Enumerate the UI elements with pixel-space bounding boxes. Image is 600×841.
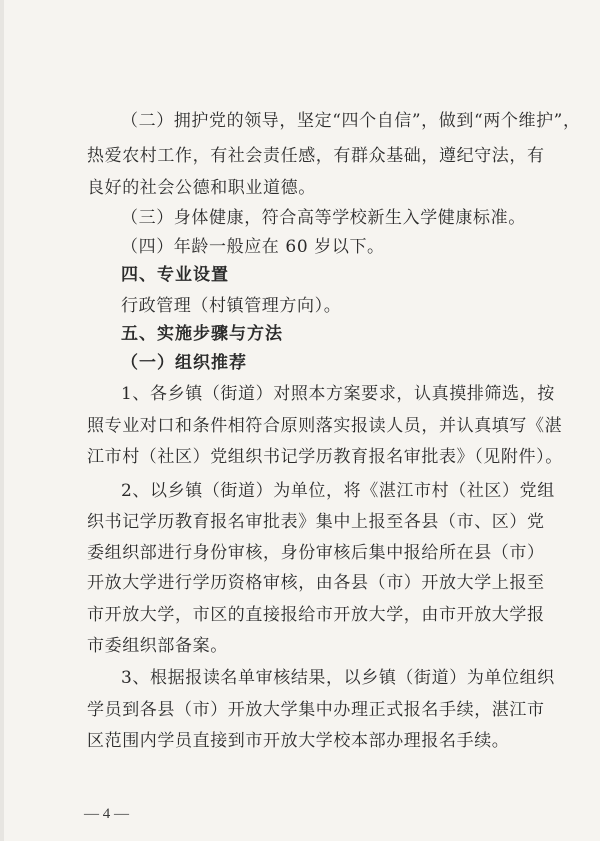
paragraph-line-15: 市委组织部备案。 [87,636,228,656]
subsection-heading: （一）组织推荐 [121,353,247,373]
section-heading-4: 四、专业设置 [121,265,229,285]
paragraph-line-3: 良好的社会公德和职业道德。 [87,178,316,198]
paragraph-line-11: 织书记学历教育报名审批表》集中上报至各县（市、区）党 [87,512,545,532]
paragraph-line-8: 照专业对口和条件相符合原则落实报读人员，并认真填写《湛 [87,416,563,436]
paragraph-line-2: 热爱农村工作，有社会责任感，有群众基础，遵纪守法，有 [87,146,545,166]
paragraph-line-1: （二）拥护党的领导，坚定“四个自信”，做到“两个维护”， [121,111,581,131]
paragraph-line-9: 江市村（社区）党组织书记学历教育报名审批表》（见附件）。 [87,447,563,467]
paragraph-line-10: 2、以乡镇（街道）为单位，将《湛江市村（社区）党组 [121,481,555,501]
paragraph-line-5: （四）年龄一般应在 60 岁以下。 [121,237,385,257]
page-number: — 4 — [84,806,129,822]
paragraph-line-4: （三）身体健康，符合高等学校新生入学健康标准。 [121,208,526,228]
paragraph-line-7: 1、各乡镇（街道）对照本方案要求，认真摸排筛选，按 [121,384,555,404]
paragraph-line-6: 行政管理（村镇管理方向）。 [121,296,342,316]
scan-shadow [0,0,4,841]
paragraph-line-18: 区范围内学员直接到市开放大学校本部办理报名手续。 [87,731,510,751]
paragraph-line-13: 开放大学进行学历资格审核，由各县（市）开放大学上报至 [87,573,545,593]
paragraph-line-12: 委组织部进行身份审核，身份审核后集中报给所在县（市） [87,543,545,563]
paragraph-line-16: 3、根据报读名单审核结果，以乡镇（街道）为单位组织 [121,668,555,688]
section-heading-5: 五、实施步骤与方法 [121,324,283,344]
paragraph-line-14: 市开放大学，市区的直接报给市开放大学，由市开放大学报 [87,605,545,625]
paragraph-line-17: 学员到各县（市）开放大学集中办理正式报名手续，湛江市 [87,700,545,720]
